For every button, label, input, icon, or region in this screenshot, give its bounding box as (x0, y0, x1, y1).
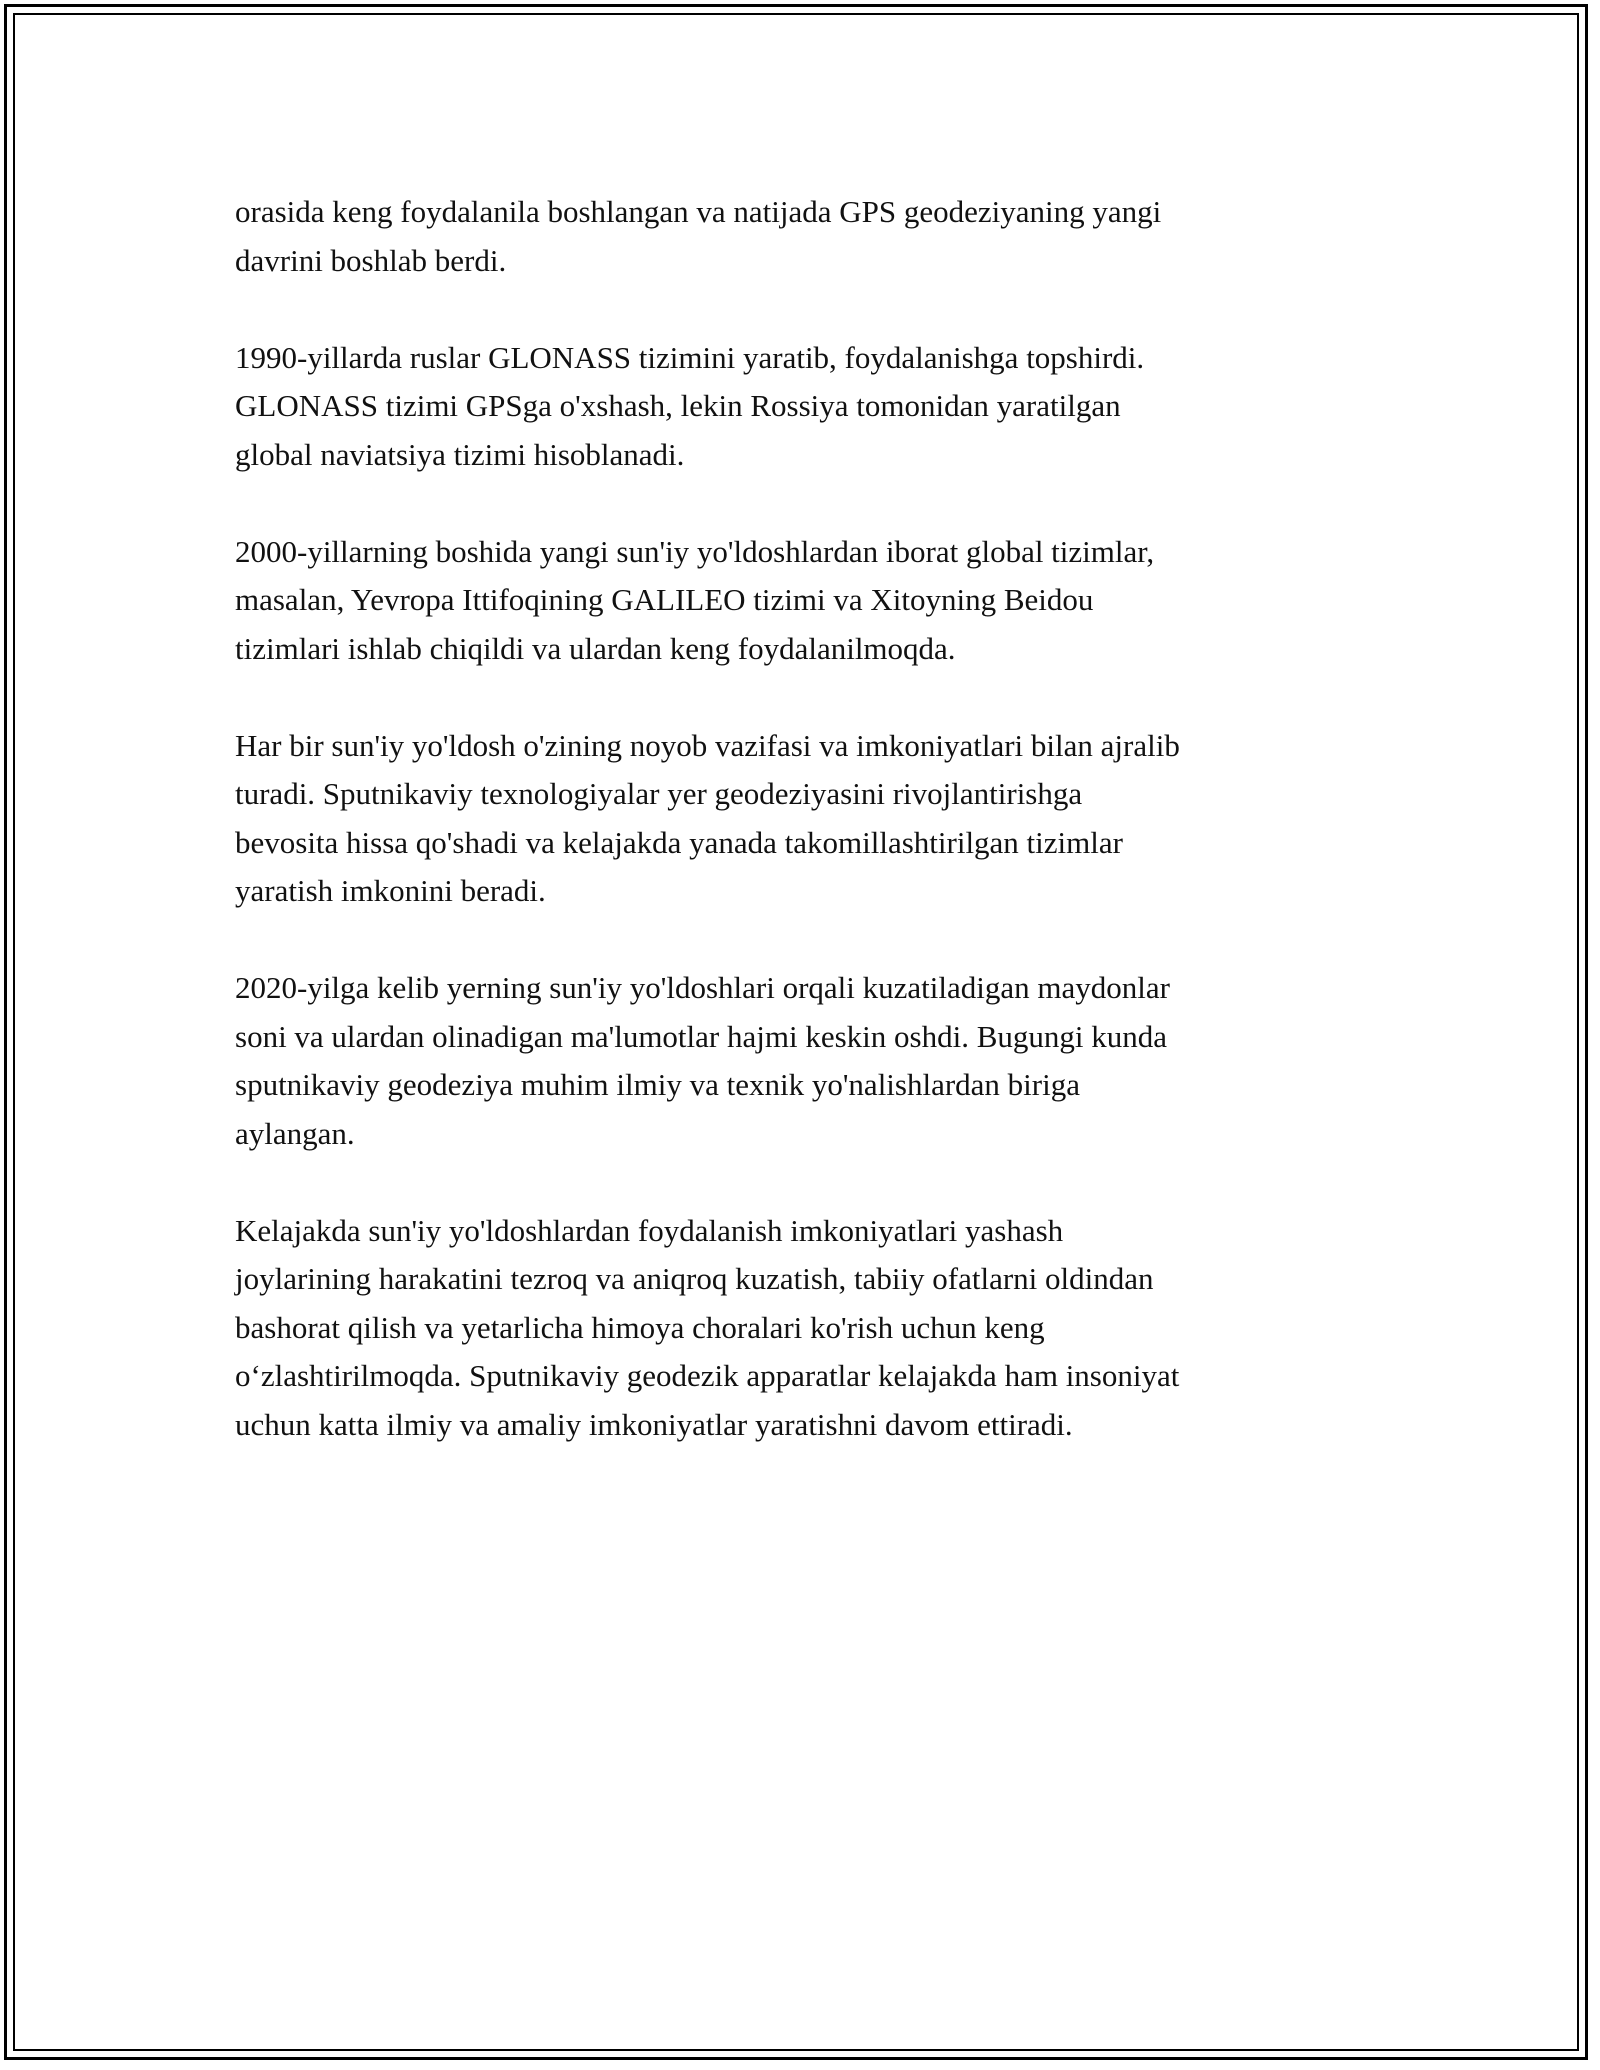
paragraph-2020-growth (235, 964, 1375, 1158)
text-line: davrini boshlab berdi. (235, 242, 507, 278)
paragraph-future (235, 1207, 1375, 1450)
text-line: joylarining harakatini tezroq va aniqroq kuzatish, tabiiy ofatlarni oldindan (235, 1261, 1154, 1296)
text-line: Har bir sun'iy yo'ldosh o'zining noyob vazifasi va imkoniyatlari bilan ajralib (235, 727, 1180, 763)
text-line: global naviatsiya tizimi hisoblanadi. (235, 436, 685, 472)
paragraph-satellite-roles (235, 722, 1375, 916)
text-line: bevosita hissa qo'shadi va kelajakda yanada takomillashtirilgan tizimlar (235, 824, 1123, 860)
paragraph-glonass (235, 334, 1375, 480)
text-line: Kelajakda sun'iy yo'ldoshlardan foydalanish imkoniyatlari yashash (235, 1212, 1064, 1248)
text-line: turadi. Sputnikaviy texnologiyalar yer geodeziyasini rivojlantirishga (235, 776, 1083, 811)
text-line: 1990-yillarda ruslar GLONASS tizimini yaratib, foydalanishga topshirdi. (235, 339, 1145, 375)
document-body (235, 188, 1375, 1498)
text-line: 2000-yillarning boshida yangi sun'iy yo'ldoshlardan iborat global tizimlar, (235, 533, 1155, 569)
text-line: GLONASS tizimi GPSga o'xshash, lekin Rossiya tomonidan yaratilgan (235, 388, 1121, 423)
text-line: bashorat qilish va yetarlicha himoya choralari ko'rish uchun keng (235, 1309, 1045, 1345)
text-line: soni va ulardan olinadigan ma'lumotlar hajmi keskin oshdi. Bugungi kunda (235, 1018, 1167, 1054)
text-line: o‘zlashtirilmoqda. Sputnikaviy geodezik apparatlar kelajakda ham insoniyat (235, 1358, 1180, 1393)
text-line: uchun katta ilmiy va amaliy imkoniyatlar yaratishni davom ettiradi. (235, 1406, 1073, 1442)
text-line: orasida keng foydalanila boshlangan va natijada GPS geodeziyaning yangi (235, 194, 1162, 229)
text-line: yaratish imkonini beradi. (235, 873, 546, 908)
paragraph-galileo-beidou (235, 528, 1375, 674)
text-line: tizimlari ishlab chiqildi va ulardan keng foydalanilmoqda. (235, 630, 956, 666)
text-line: sputnikaviy geodeziya muhim ilmiy va texnik yo'nalishlardan biriga (235, 1067, 1080, 1102)
text-line: aylangan. (235, 1115, 355, 1151)
text-line: masalan, Yevropa Ittifoqining GALILEO tizimi va Xitoyning Beidou (235, 582, 1094, 617)
paragraph-gps-era (235, 188, 1375, 285)
text-line: 2020-yilga kelib yerning sun'iy yo'ldoshlari orqali kuzatiladigan maydonlar (235, 970, 1170, 1005)
